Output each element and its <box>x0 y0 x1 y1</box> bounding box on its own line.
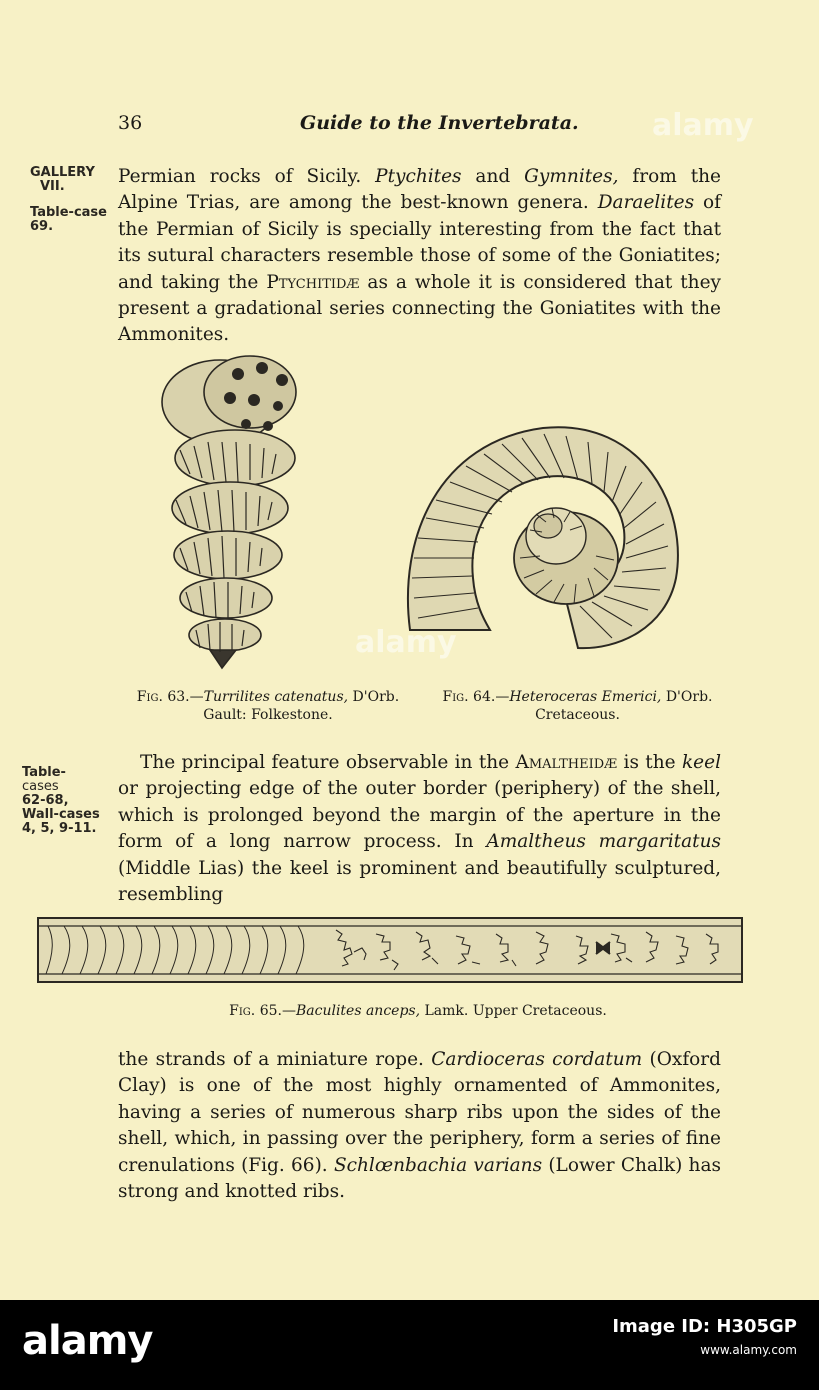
turrilites-illustration <box>150 350 305 672</box>
margin-wall-nums: 4, 5, 9-11. <box>22 821 97 836</box>
margin-gallery-num: VII. <box>40 179 65 194</box>
heteroceras-illustration <box>398 418 685 650</box>
paragraph-3: the strands of a miniature rope. Cardioceras cordatum (Oxford Clay) is one of the most highly ornamented of Ammonites, having a series of numerous sharp ribs upon the sides of the shell, which, in passing over the periphery, form a series of fine crenulations (Fig. 66). Schlœnbachia varians (Lower Chalk) has strong and knotted ribs. <box>118 1049 721 1203</box>
site-url: www.alamy.com <box>700 1343 797 1357</box>
footer-meta <box>612 1316 797 1361</box>
figure-65-caption: Fig. 65.—Baculites anceps, Lamk. Upper Cretaceous. <box>229 1003 607 1019</box>
margin-note-gallery <box>30 166 112 234</box>
image-id: Image ID: H305GP <box>612 1316 797 1337</box>
alamy-logo: alamy <box>22 1318 153 1364</box>
margin-table: Table- <box>22 765 66 780</box>
margin-table-case: Table-case <box>30 205 107 220</box>
margin-cases-range: 62-68, <box>22 793 69 808</box>
watermark-top: alamy <box>652 108 754 143</box>
margin-cases: cases <box>22 779 59 794</box>
margin-note-cases <box>22 766 118 836</box>
running-title: Guide to the Invertebrata. <box>300 112 579 134</box>
watermark-middle: alamy <box>355 625 457 660</box>
baculites-illustration <box>36 912 748 988</box>
page-number: 36 <box>118 112 143 134</box>
figure-63-caption: Fig. 63.—Turrilites catenatus, D'Orb. Gault: Folkestone. <box>136 689 400 723</box>
margin-wall-cases: Wall-cases <box>22 807 100 822</box>
margin-gallery: GALLERY <box>30 165 95 180</box>
margin-table-case-num: 69. <box>30 219 54 234</box>
paragraph-2: The principal feature observable in the Amaltheidæ is the keel or projecting edge of the outer border (periphery) of the shell, which is prolonged beyond the margin of the aperture in the form of a long narrow process. In Amaltheus margaritatus (Middle Lias) the keel is prominent and beautifully sculptured, resembling <box>118 752 721 906</box>
figure-64-caption: Fig. 64.—Heteroceras Emerici, D'Orb. Cretaceous. <box>442 689 713 723</box>
paragraph-1: Permian rocks of Sicily. Ptychites and Gymnites, from the Alpine Trias, are among the best-known genera. Daraelites of the Permian of Sicily is specially interesting from the fact that its sutural characters resemble those of some of the Goniatites; and taking the Ptychitidæ as a whole it is considered that they present a gradational series connecting the Goniatites with the Ammonites. <box>118 166 721 346</box>
